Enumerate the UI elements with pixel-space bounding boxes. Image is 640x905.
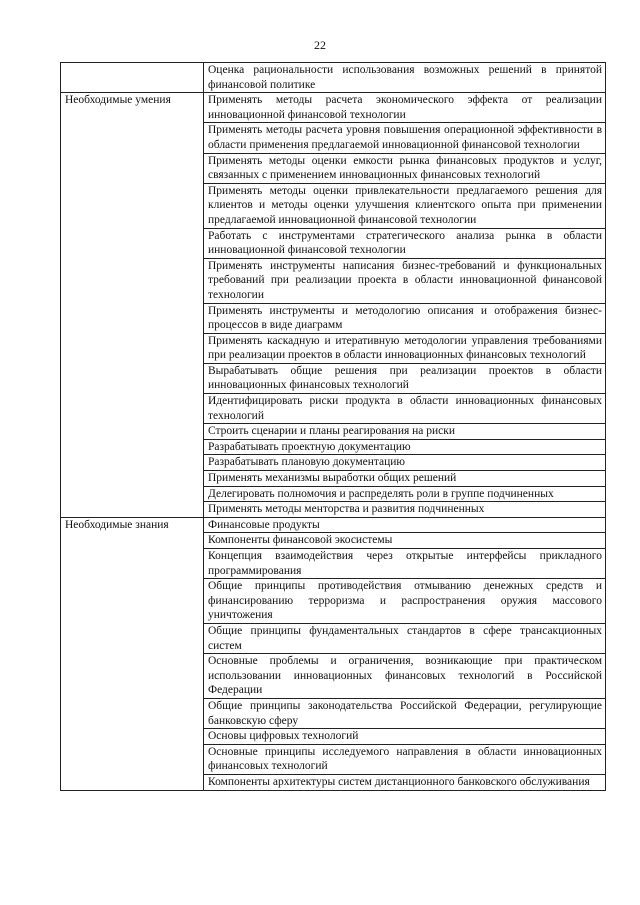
row-items [204,93,606,518]
row-items [204,63,606,93]
page-number: 22 [314,38,326,52]
list-item: Идентифицировать риски продукта в области инновационных финансовых технологий [204,394,605,424]
list-item: Разрабатывать плановую документацию [204,455,605,471]
list-item: Делегировать полномочия и распределять роли в группе подчиненных [204,487,605,503]
list-item: Концепция взаимодействия через открытые интерфейсы прикладного программирования [204,549,605,579]
list-item: Вырабатывать общие решения при реализации проектов в области инновационных финансовых технологий [204,364,605,394]
table-row [61,63,606,93]
row-category [61,63,204,93]
list-item: Общие принципы фундаментальных стандартов в сфере трансакционных систем [204,624,605,654]
competency-table [60,62,606,791]
list-item: Финансовые продукты [204,518,605,534]
list-item: Общие принципы законодательства Российской Федерации, регулирующие банковскую сферу [204,699,605,729]
row-items [204,517,606,790]
list-item: Применять каскадную и итеративную методологии управления требованиями при реализации проектов в области инновационных финансовых технологий [204,334,605,364]
row-category: Необходимые знания [61,517,204,790]
list-item: Оценка рациональности использования возможных решений в принятой финансовой политике [208,64,602,91]
list-item: Компоненты финансовой экосистемы [204,533,605,549]
list-item: Применять методы расчета уровня повышения операционной эффективности в области применения предлагаемой инновационной финансовой технологии [204,123,605,153]
list-item: Основные проблемы и ограничения, возникающие при практическом использовании инновационных финансовых технологий в Российской Федерации [204,654,605,699]
list-item: Строить сценарии и планы реагирования на риски [204,424,605,440]
list-item: Применять методы оценки емкости рынка финансовых продуктов и услуг, связанных с применением инновационных финансовых технологий [204,154,605,184]
list-item: Разрабатывать проектную документацию [204,440,605,456]
row-category: Необходимые умения [61,93,204,518]
table-row [61,93,606,518]
list-item: Применять методы оценки привлекательности предлагаемого решения для клиентов и методы оценки улучшения клиентского опыта при применении предлагаемой инновационной финансовой технологии [204,184,605,229]
list-item: Применять механизмы выработки общих решений [204,471,605,487]
list-item: Работать с инструментами стратегического анализа рынка в области инновационной финансовой технологии [204,229,605,259]
table-row [61,517,606,790]
list-item: Основные принципы исследуемого направления в области инновационных финансовых технологий [204,745,605,775]
list-item: Основы цифровых технологий [204,729,605,745]
list-item: Применять инструменты написания бизнес-требований и функциональных требований при реализации проекта в области инновационной финансовой технологии [204,259,605,304]
list-item: Компоненты архитектуры систем дистанционного банковского обслуживания [208,775,590,788]
list-item: Применять инструменты и методологию описания и отображения бизнес-процессов в виде диаграмм [204,304,605,334]
list-item: Применять методы менторства и развития подчиненных [208,503,485,516]
competency-table-body [61,63,606,791]
list-item: Общие принципы противодействия отмыванию денежных средств и финансированию терроризма и распространения оружия массового уничтожения [204,579,605,624]
list-item: Применять методы расчета экономического эффекта от реализации инновационной финансовой технологии [204,93,605,123]
